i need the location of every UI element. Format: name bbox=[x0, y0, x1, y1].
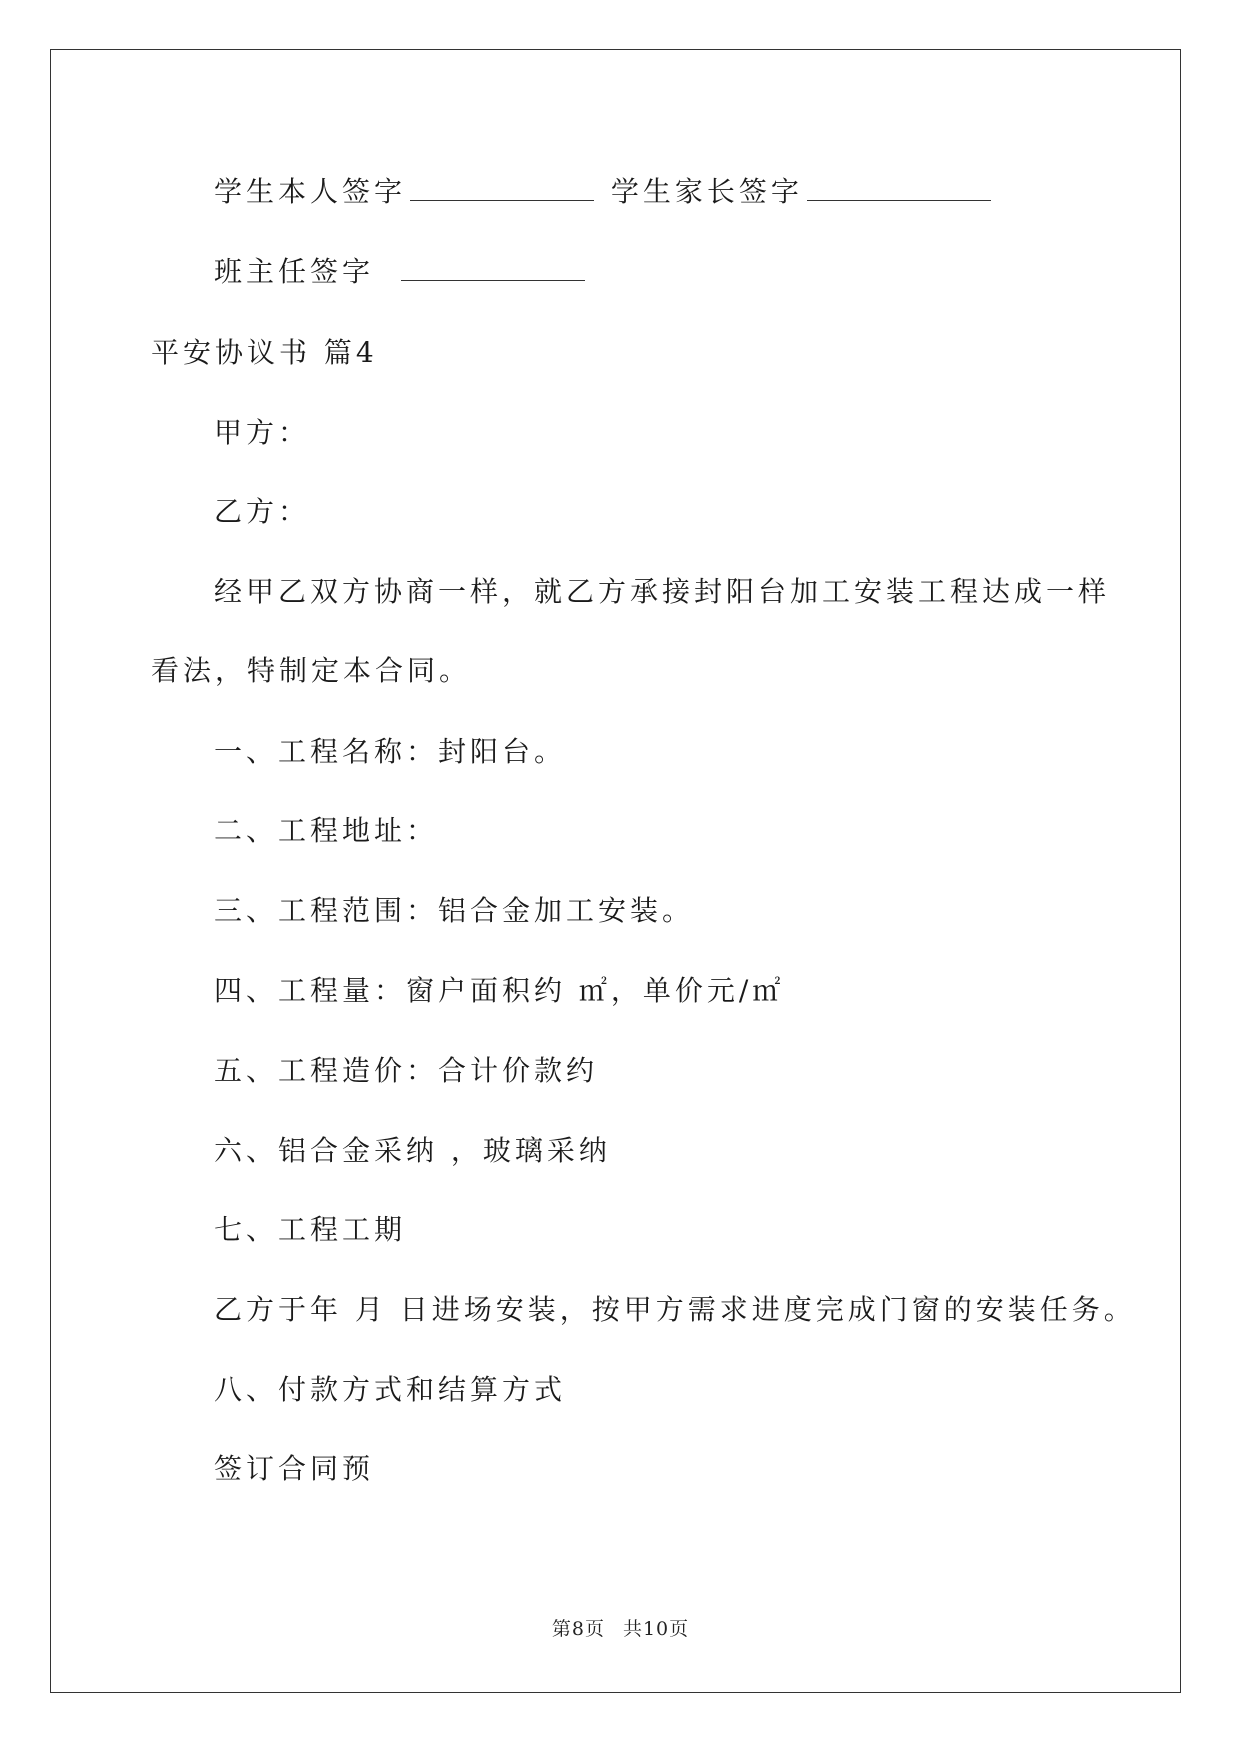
student-signature-label: 学生本人签字 bbox=[214, 175, 407, 208]
paragraph-line: 经甲乙双方协商一样，就乙方承接封阳台加工安装工程达成一样 bbox=[214, 575, 1111, 608]
teacher-signature-label: 班主任签字 bbox=[214, 255, 375, 288]
parent-signature-blank[interactable] bbox=[807, 172, 991, 201]
party-b-label: 乙方： bbox=[214, 495, 311, 528]
clause-payment: 八、付款方式和结算方式 bbox=[214, 1373, 567, 1406]
paragraph-line: 签订合同预 bbox=[214, 1452, 375, 1485]
clause-project-quantity: 四、工程量：窗户面积约 ㎡，单价元/㎡ bbox=[214, 974, 785, 1007]
clause-materials: 六、铝合金采纳 ，玻璃采纳 bbox=[214, 1134, 611, 1167]
party-a-label: 甲方： bbox=[214, 416, 311, 449]
page-total: 共10页 bbox=[622, 1618, 690, 1640]
teacher-signature-line bbox=[214, 252, 589, 292]
page-footer bbox=[0, 1614, 1241, 1641]
clause-project-cost: 五、工程造价：合计价款约 bbox=[214, 1054, 599, 1087]
parent-signature-label: 学生家长签字 bbox=[610, 175, 803, 208]
page-border bbox=[50, 49, 1181, 1693]
section-heading: 平安协议书 篇4 bbox=[151, 336, 378, 369]
student-signature-blank[interactable] bbox=[410, 172, 594, 201]
page-number: 第8页 bbox=[551, 1618, 605, 1640]
paragraph-line: 看法，特制定本合同。 bbox=[151, 654, 472, 687]
clause-project-address: 二、工程地址： bbox=[214, 814, 439, 847]
clause-project-scope: 三、工程范围：铝合金加工安装。 bbox=[214, 894, 695, 927]
clause-schedule: 七、工程工期 bbox=[214, 1213, 407, 1246]
paragraph-line: 乙方于年 月 日进场安装，按甲方需求进度完成门窗的安装任务。 bbox=[214, 1293, 1136, 1326]
student-signature-line bbox=[214, 172, 995, 212]
teacher-signature-blank[interactable] bbox=[401, 252, 585, 281]
clause-project-name: 一、工程名称：封阳台。 bbox=[214, 735, 567, 768]
